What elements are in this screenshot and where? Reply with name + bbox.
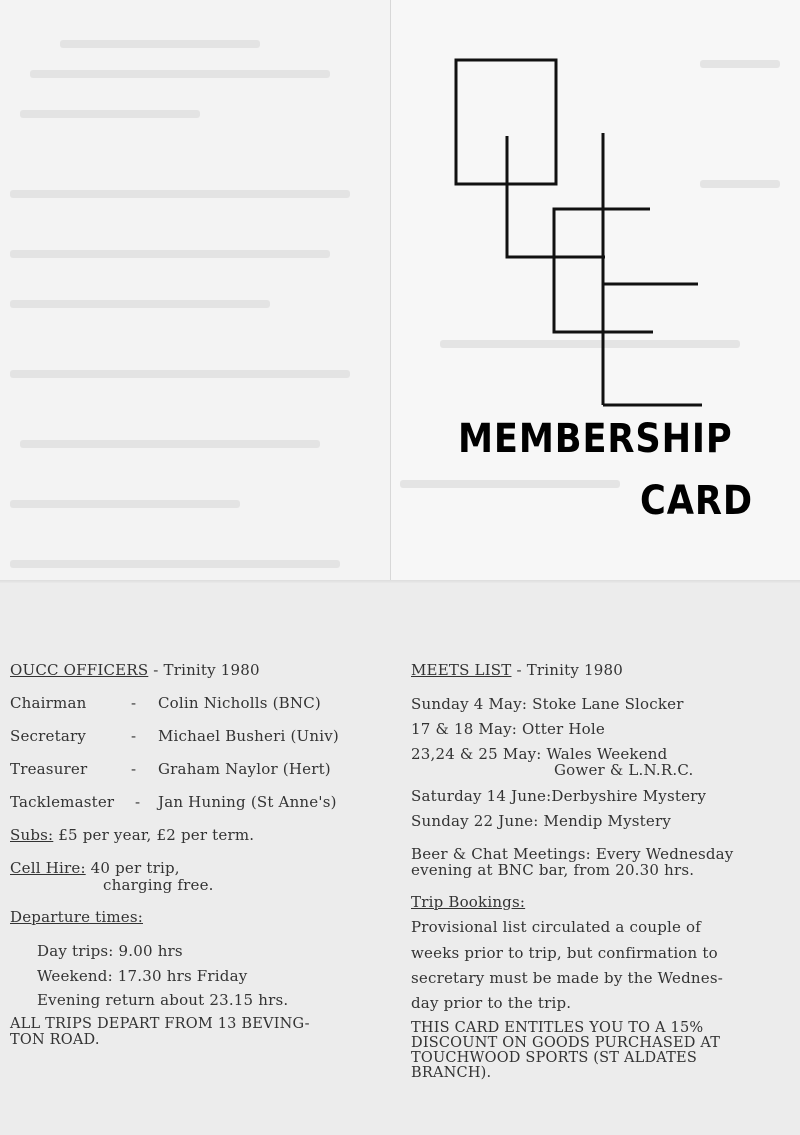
officer-row-text: Tacklemaster <box>10 793 115 811</box>
officer-row-text: Jan Huning (St Anne's) <box>158 793 337 811</box>
meet-item: Sunday 22 June: Mendip Mystery <box>411 812 672 830</box>
bookings-line: Provisional list circulated a couple of <box>411 918 702 936</box>
officer-row-text: - <box>131 760 137 778</box>
officers-heading-text: - Trinity 1980 <box>148 661 260 679</box>
officer-row-text: Colin Nicholls (BNC) <box>158 694 321 712</box>
officer-row-text: Chairman <box>10 694 87 712</box>
departure-note-2: TON ROAD. <box>10 1032 100 1048</box>
meets-heading-text: - Trinity 1980 <box>511 661 623 679</box>
meets-heading-text: MEETS LIST <box>411 661 512 679</box>
departure-heading: Departure times: <box>10 908 143 926</box>
officer-row-text: - <box>131 694 137 712</box>
meet-item-continued: Gower & L.N.R.C. <box>554 761 694 779</box>
card-title: CARD <box>640 478 753 524</box>
discount-line: DISCOUNT ON GOODS PURCHASED AT <box>411 1035 721 1051</box>
departure-note: ALL TRIPS DEPART FROM 13 BEVING- <box>10 1016 310 1032</box>
meets-heading <box>411 662 623 678</box>
bookings-heading: Trip Bookings: <box>411 893 526 911</box>
meet-item: 17 & 18 May: Otter Hole <box>411 720 605 738</box>
departure-line: Day trips: 9.00 hrs <box>37 942 183 960</box>
officer-row-text: - <box>135 793 141 811</box>
officer-row-text: Treasurer <box>10 760 88 778</box>
bookings-line: day prior to the trip. <box>411 994 572 1012</box>
membership-title: MEMBERSHIP <box>458 416 733 462</box>
departure-line: Weekend: 17.30 hrs Friday <box>37 967 248 985</box>
officer-row-text: - <box>131 727 137 745</box>
beer-chat-line: Beer & Chat Meetings: Every Wednesday <box>411 845 734 863</box>
meet-item: Saturday 14 June:Derbyshire Mystery <box>411 787 707 805</box>
cell-hire-line-2: charging free. <box>103 876 214 894</box>
subs-line <box>10 827 254 843</box>
subs-line-text: Subs: <box>10 826 54 844</box>
officers-heading-text: OUCC OFFICERS <box>10 661 149 679</box>
meet-item: Sunday 4 May: Stoke Lane Slocker <box>411 695 684 713</box>
discount-line: BRANCH). <box>411 1065 492 1081</box>
departure-line: Evening return about 23.15 hrs. <box>37 991 289 1009</box>
beer-chat-line-2: evening at BNC bar, from 20.30 hrs. <box>411 861 695 879</box>
cell-hire-line-text: Cell Hire: <box>10 859 86 877</box>
officer-row-text: Graham Naylor (Hert) <box>158 760 331 778</box>
cell-hire-line-text: 40 per trip, <box>85 859 180 877</box>
bookings-line: secretary must be made by the Wednes- <box>411 969 723 987</box>
subs-line-text: £5 per year, £2 per term. <box>53 826 255 844</box>
officer-row-text: Secretary <box>10 727 87 745</box>
meet-item: 23,24 & 25 May: Wales Weekend <box>411 745 668 763</box>
officer-row-text: Michael Busheri (Univ) <box>158 727 339 745</box>
officers-heading <box>10 662 260 678</box>
discount-line: THIS CARD ENTITLES YOU TO A 15% <box>411 1020 704 1036</box>
bookings-line: weeks prior to trip, but confirmation to <box>411 944 718 962</box>
cell-hire-line <box>10 860 180 876</box>
discount-line: TOUCHWOOD SPORTS (ST ALDATES <box>411 1050 697 1066</box>
